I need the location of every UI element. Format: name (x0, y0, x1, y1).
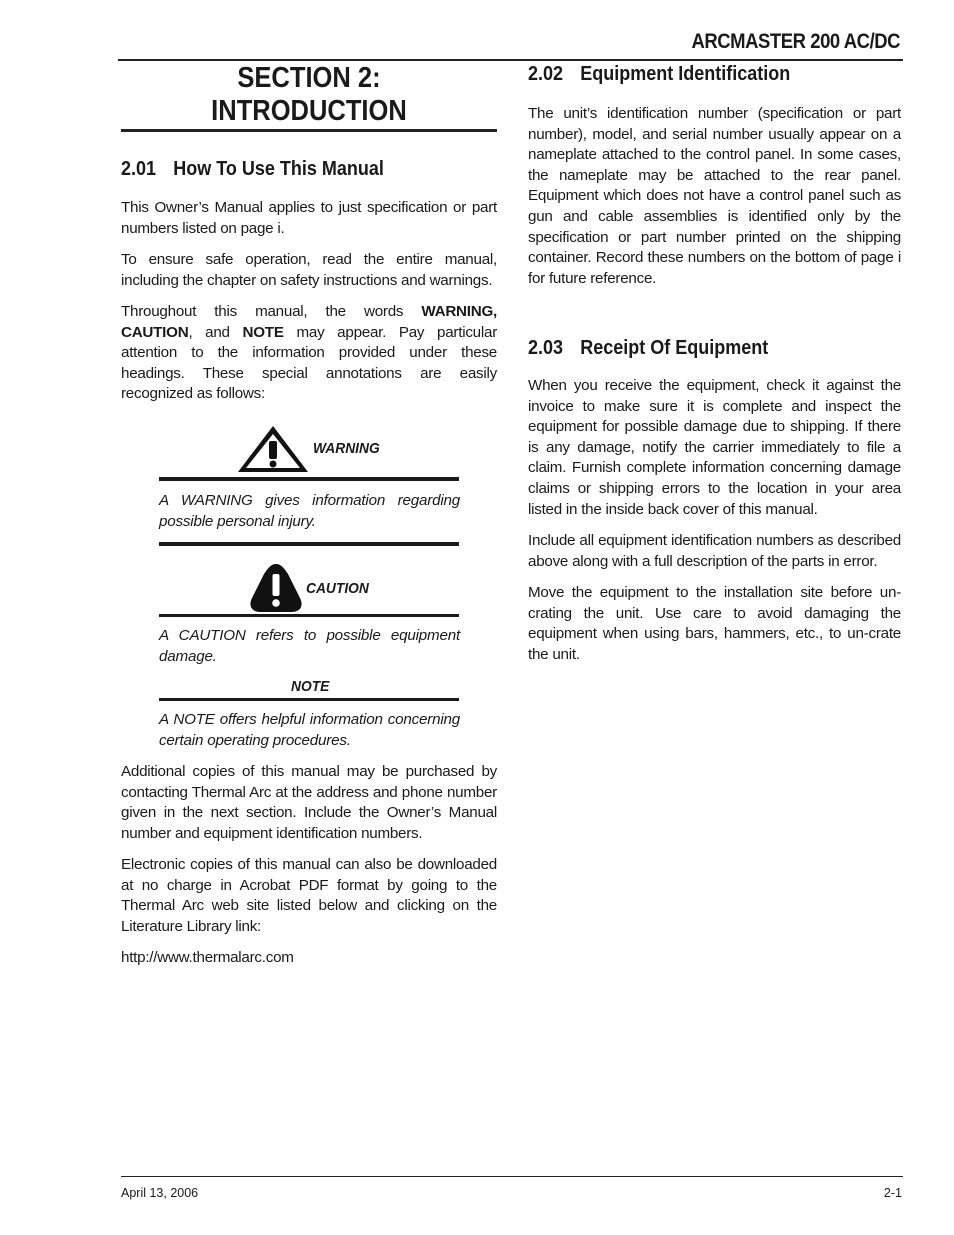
paragraph: To ensure safe operation, read the entire manual, including the chapter on safety instructions and warnings. (121, 251, 497, 289)
warning-triangle-icon (236, 424, 310, 474)
heading-text: How To Use This Manual (173, 158, 384, 180)
heading-number: 2.01 (121, 158, 157, 180)
paragraph-keywords: Throughout this manual, the words WARNING, CAUTION, and NOTE may appear. Pay particular attention to the information provided under these headings. These special annotations are easily recognized as follows: (121, 303, 497, 403)
footer-page-number: 2-1 (883, 1186, 902, 1200)
keyword-note: NOTE (242, 323, 284, 341)
note-label: NOTE (291, 678, 330, 695)
keyword-caution: CAUTION (121, 323, 189, 341)
paragraph: Electronic copies of this manual can also be downloaded at no charge in Acrobat PDF format by going to the Thermal Arc web site listed below and clicking on the Literature Library link: (121, 856, 497, 935)
section-title (144, 62, 475, 128)
note-rule-top (159, 698, 459, 701)
section-rule (121, 129, 497, 132)
heading-2-02 (528, 63, 790, 86)
heading-2-03 (528, 337, 768, 360)
caution-label: CAUTION (306, 580, 369, 597)
warning-rule-bottom (159, 542, 459, 546)
paragraph: The unit’s identification number (specification or part number), model, and serial number usually appear on a nameplate attached to the control panel. In some cases, the nameplate may be attached to the rear panel. Equipment which does not have a control panel such as gun and cable assemblies is identified only by the specification or part number printed on the shipping container. Record these numbers on the bottom of page i for future reference. (528, 105, 901, 287)
warning-rule-top (159, 477, 459, 481)
caution-rule-top (159, 614, 459, 617)
warning-text: A WARNING gives information regarding possible personal injury. (159, 492, 460, 530)
paragraph: This Owner’s Manual applies to just specification or part numbers listed on page i. (121, 199, 497, 237)
paragraph: When you receive the equipment, check it against the invoice to make sure it is complete and inspect the equipment for possible damage due to shipping. If there is any damage, notify the carrier immediately to file a claim. Furnish complete information concerning damage claims or shipping errors to the location in your area listed in the inside back cover of this manual. (528, 377, 901, 518)
caution-text: A CAUTION refers to possible equipment damage. (159, 627, 460, 665)
warning-label: WARNING (313, 440, 380, 457)
section-title-line1: SECTION 2: (237, 62, 381, 94)
heading-2-01 (121, 158, 384, 181)
paragraph: Move the equipment to the installation site before un-crating the unit. Use care to avoid damaging the equipment when using bars, hammers, etc., to un-crate the unit. (528, 584, 901, 663)
heading-text: Receipt Of Equipment (580, 337, 769, 359)
keyword-warning: WARNING, (421, 303, 497, 320)
heading-number: 2.03 (528, 337, 564, 359)
heading-number: 2.02 (528, 63, 564, 85)
heading-text: Equipment Identification (580, 63, 791, 85)
paragraph: Include all equipment identification numbers as described above along with a full description of the parts in error. (528, 532, 901, 570)
url-link[interactable]: http://www.thermalarc.com (121, 949, 294, 966)
footer-date: April 13, 2006 (121, 1186, 199, 1200)
footer-rule (121, 1176, 903, 1177)
header-rule (118, 59, 903, 61)
note-text: A NOTE offers helpful information concerning certain operating procedures. (159, 711, 460, 749)
document-header-title: ARCMASTER 200 AC/DC (691, 30, 900, 53)
paragraph: Additional copies of this manual may be purchased by contacting Thermal Arc at the address and phone number given in the next section. Include the Owner’s Manual number and equipment identification numbers. (121, 763, 497, 842)
caution-icon (248, 562, 304, 614)
section-title-line2: INTRODUCTION (211, 95, 407, 127)
